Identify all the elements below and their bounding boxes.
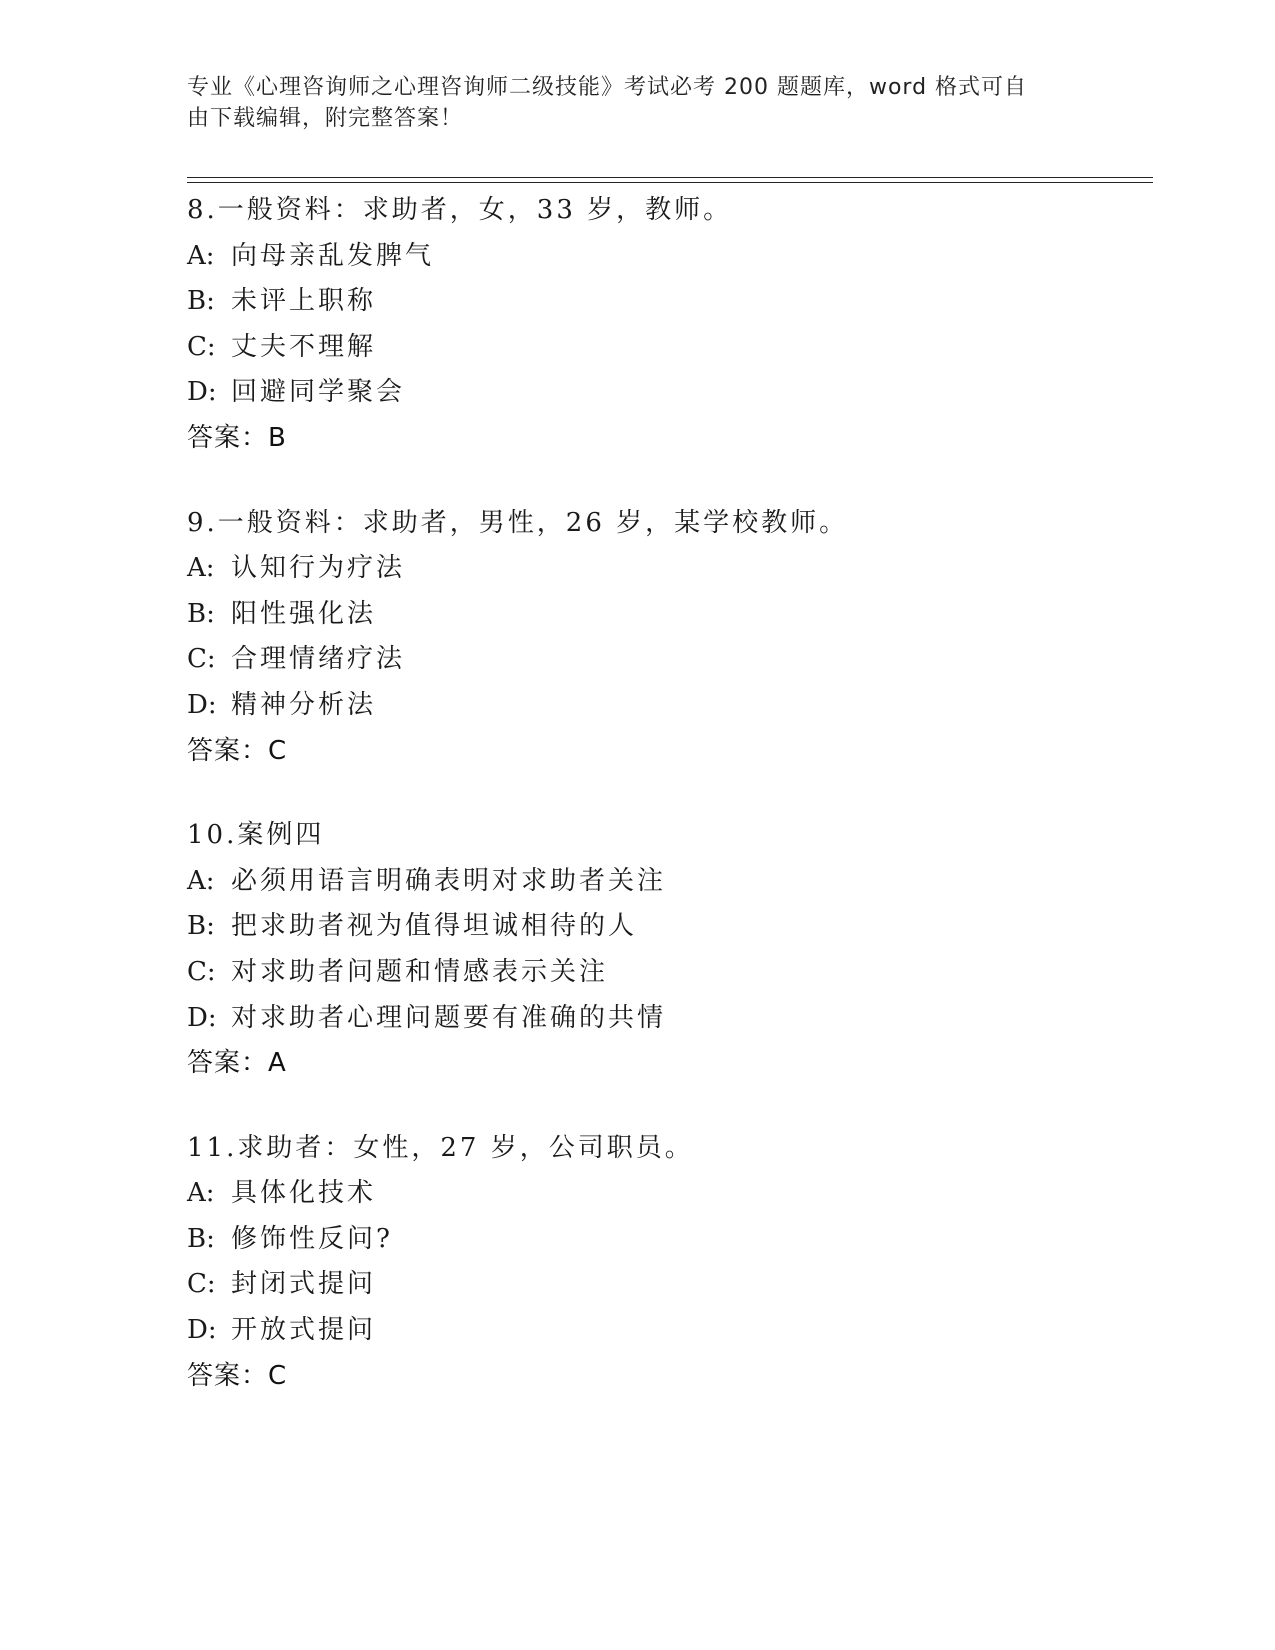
option-text: 精神分析法 (231, 689, 377, 720)
question-stem: 9.一般资料：求助者，男性，26 岁，某学校教师。 (187, 507, 849, 538)
header-divider-bottom (187, 182, 1153, 183)
option-c (187, 637, 1147, 683)
option-text: 对求助者心理问题要有准确的共情 (231, 1002, 667, 1033)
option-key: A: (187, 553, 215, 584)
option-c (187, 950, 1147, 996)
option-text: 阳性强化法 (231, 598, 377, 629)
option-d (187, 683, 1147, 729)
option-text: 合理情绪疗法 (231, 644, 406, 675)
question-11 (187, 1126, 1147, 1400)
option-a (187, 234, 1147, 280)
option-key: C: (187, 1269, 216, 1300)
option-text: 封闭式提问 (231, 1269, 377, 1300)
option-key: A: (187, 1178, 215, 1209)
question-10 (187, 813, 1147, 1087)
option-text: 回避同学聚会 (231, 377, 406, 408)
option-d (187, 370, 1147, 416)
option-text: 未评上职称 (231, 286, 377, 317)
option-d (187, 1308, 1147, 1354)
question-list (187, 188, 1147, 1399)
option-key: B: (187, 1223, 215, 1254)
option-key: B: (187, 911, 215, 942)
option-text: 把求助者视为值得坦诚相待的人 (231, 911, 638, 942)
answer: 答案：B (187, 422, 287, 453)
header-line-1: 专业《心理咨询师之心理咨询师二级技能》考试必考 200 题题库，word 格式可自 (187, 75, 1028, 100)
question-stem: 10.案例四 (187, 820, 325, 851)
option-a (187, 1171, 1147, 1217)
answer: 答案：C (187, 735, 288, 766)
option-c (187, 325, 1147, 371)
answer: 答案：C (187, 1360, 288, 1391)
option-text: 具体化技术 (231, 1178, 377, 1209)
option-key: B: (187, 286, 215, 317)
document-header (187, 72, 1067, 134)
option-c (187, 1262, 1147, 1308)
option-text: 对求助者问题和情感表示关注 (231, 956, 609, 987)
option-text: 必须用语言明确表明对求助者关注 (231, 865, 667, 896)
option-key: A: (187, 865, 215, 896)
question-stem: 11.求助者：女性，27 岁，公司职员。 (187, 1132, 694, 1163)
option-b (187, 279, 1147, 325)
option-b (187, 592, 1147, 638)
option-text: 丈夫不理解 (231, 331, 377, 362)
option-text: 认知行为疗法 (231, 553, 406, 584)
option-a (187, 546, 1147, 592)
option-key: D: (187, 1315, 217, 1346)
option-d (187, 996, 1147, 1042)
option-text: 向母亲乱发脾气 (231, 240, 435, 271)
option-text: 开放式提问 (231, 1315, 377, 1346)
option-key: D: (187, 689, 217, 720)
option-key: B: (187, 598, 215, 629)
question-9 (187, 501, 1147, 775)
option-b (187, 1217, 1147, 1263)
option-text: 修饰性反问? (231, 1223, 393, 1254)
option-a (187, 859, 1147, 905)
option-b (187, 904, 1147, 950)
header-divider-top (187, 177, 1153, 178)
option-key: C: (187, 644, 216, 675)
question-stem: 8.一般资料：求助者，女，33 岁，教师。 (187, 195, 733, 225)
option-key: C: (187, 956, 216, 987)
option-key: D: (187, 1002, 217, 1033)
question-8 (187, 188, 1147, 462)
answer: 答案：A (187, 1048, 287, 1079)
header-line-2: 由下载编辑，附完整答案！ (187, 106, 464, 131)
option-key: C: (187, 331, 216, 362)
option-key: A: (187, 240, 215, 271)
option-key: D: (187, 377, 217, 408)
